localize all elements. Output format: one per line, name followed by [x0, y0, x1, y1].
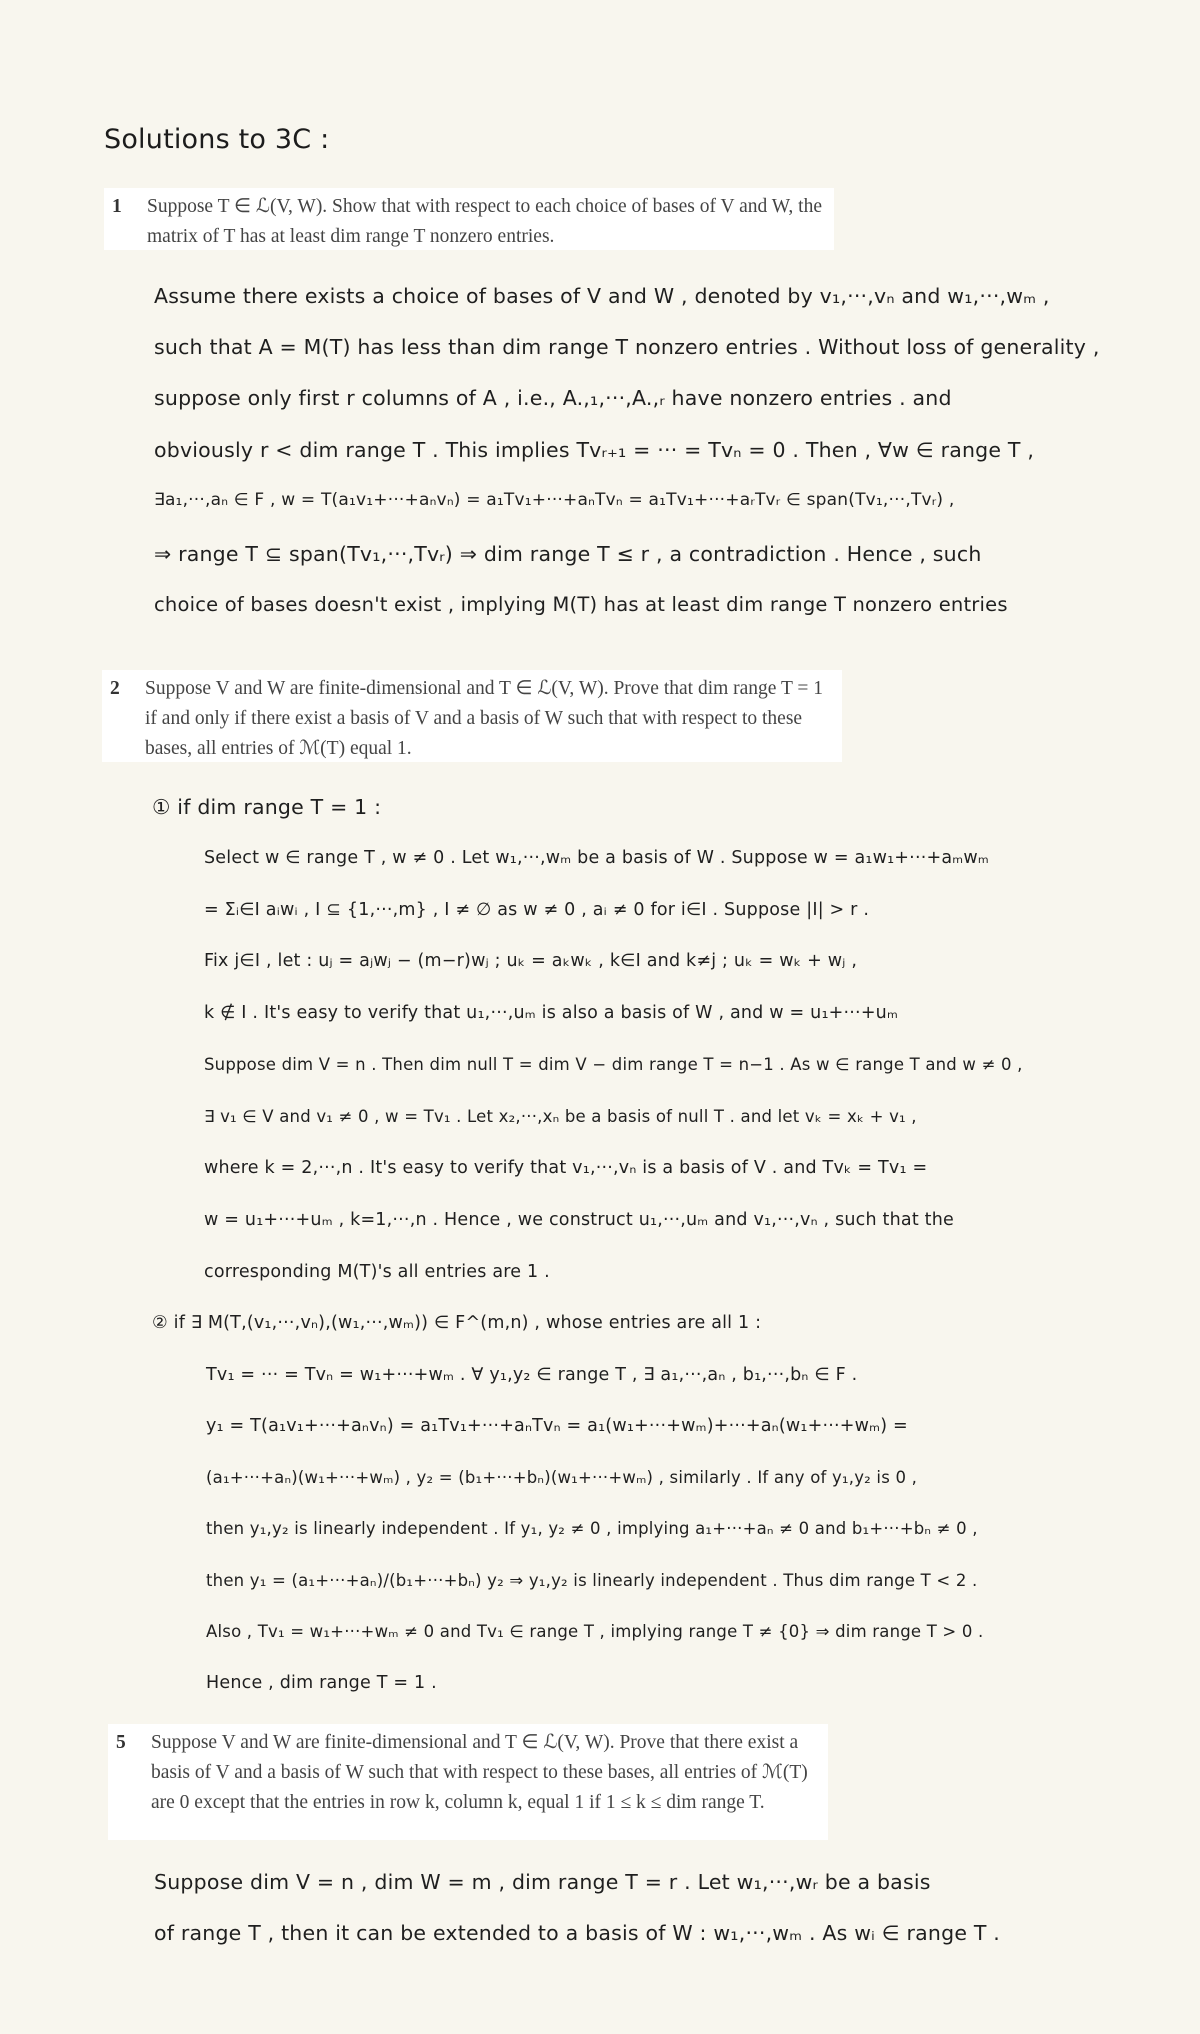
case-heading: ② if ∃ M(T,(v₁,···,vₙ),(w₁,···,wₘ)) ∈ F^(m,n) , whose entries are all 1 : — [152, 1313, 762, 1333]
solution-line: = Σᵢ∈I aᵢwᵢ , I ⊆ {1,···,m} , I ≠ ∅ as w ≠ 0 , aᵢ ≠ 0 for i∈I . Suppose |I| > r . — [204, 900, 870, 920]
solution-line: obviously r < dim range T . This implies Tvᵣ₊₁ = ··· = Tvₙ = 0 . Then , ∀w ∈ range T , — [154, 438, 1035, 462]
solution-line: Fix j∈I , let : uⱼ = aⱼwⱼ − (m−r)wⱼ ; uₖ = aₖwₖ , k∈I and k≠j ; uₖ = wₖ + wⱼ , — [204, 951, 858, 971]
solution-line: Suppose dim V = n . Then dim null T = dim V − dim range T = n−1 . As w ∈ range T and w ≠ 0 , — [204, 1055, 1023, 1074]
case-heading: ① if dim range T = 1 : — [152, 795, 382, 819]
solution-line: Assume there exists a choice of bases of V and W , denoted by v₁,···,vₙ and w₁,···,wₘ , — [154, 284, 1050, 308]
solution-line: w = u₁+···+uₘ , k=1,···,n . Hence , we construct u₁,···,uₘ and v₁,···,vₙ , such that the — [204, 1210, 954, 1230]
solution-line: Tv₁ = ··· = Tvₙ = w₁+···+wₘ . ∀ y₁,y₂ ∈ range T , ∃ a₁,···,aₙ , b₁,···,bₙ ∈ F . — [206, 1365, 858, 1385]
problem-statement — [102, 670, 842, 762]
solution-line: Select w ∈ range T , w ≠ 0 . Let w₁,···,wₘ be a basis of W . Suppose w = a₁w₁+···+aₘwₘ — [204, 848, 989, 868]
solution-line: then y₁,y₂ is linearly independent . If y₁, y₂ ≠ 0 , implying a₁+···+aₙ ≠ 0 and b₁+···+bₙ ≠ 0 , — [206, 1519, 978, 1538]
problem-number: 2 — [110, 678, 120, 699]
solution-line: such that A = M(T) has less than dim range T nonzero entries . Without loss of generality , — [154, 335, 1100, 359]
solution-line: where k = 2,···,n . It's easy to verify that v₁,···,vₙ is a basis of V . and Tvₖ = Tv₁ = — [204, 1158, 928, 1178]
problem-text: Suppose V and W are finite-dimensional and T ∈ ℒ(V, W). Prove that there exist a basis of V and a basis of W such that with respect to these bases, all entries of ℳ(T) are 0 except that the entries in row k, column k, equal 1 if 1 ≤ k ≤ dim range T. — [151, 1732, 808, 1813]
solution-line: of range T , then it can be extended to a basis of W : w₁,···,wₘ . As wᵢ ∈ range T . — [154, 1921, 1001, 1945]
solution-line: choice of bases doesn't exist , implying M(T) has at least dim range T nonzero entries — [154, 593, 1008, 616]
solution-line: ∃ v₁ ∈ V and v₁ ≠ 0 , w = Tv₁ . Let x₂,···,xₙ be a basis of null T . and let vₖ = xₖ + v₁ , — [204, 1107, 917, 1126]
problem-number: 1 — [112, 196, 122, 217]
solution-line: Suppose dim V = n , dim W = m , dim range T = r . Let w₁,···,wᵣ be a basis — [154, 1870, 931, 1894]
problem-statement — [108, 1724, 828, 1840]
problem-text: Suppose V and W are finite-dimensional and T ∈ ℒ(V, W). Prove that dim range T = 1 if and only if there exist a basis of V and a basis of W such that with respect to these bases, all entries of ℳ(T) equal 1. — [145, 678, 824, 759]
problem-statement — [104, 188, 834, 250]
solution-line: Hence , dim range T = 1 . — [206, 1673, 437, 1693]
solution-line: then y₁ = (a₁+···+aₙ)/(b₁+···+bₙ) y₂ ⇒ y₁,y₂ is linearly independent . Thus dim range T < 2 . — [206, 1571, 978, 1590]
solution-line: (a₁+···+aₙ)(w₁+···+wₘ) , y₂ = (b₁+···+bₙ)(w₁+···+wₘ) , similarly . If any of y₁,y₂ is 0 , — [206, 1468, 918, 1487]
solution-line: corresponding M(T)'s all entries are 1 . — [204, 1262, 550, 1282]
solution-line: Also , Tv₁ = w₁+···+wₘ ≠ 0 and Tv₁ ∈ range T , implying range T ≠ {0} ⇒ dim range T > 0 . — [206, 1622, 984, 1641]
solution-line: y₁ = T(a₁v₁+···+aₙvₙ) = a₁Tv₁+···+aₙTvₙ = a₁(w₁+···+wₘ)+···+aₙ(w₁+···+wₘ) = — [206, 1416, 908, 1436]
solution-line: ⇒ range T ⊆ span(Tv₁,···,Tvᵣ) ⇒ dim range T ≤ r , a contradiction . Hence , such — [154, 542, 982, 566]
page-title: Solutions to 3C : — [104, 124, 330, 155]
problem-number: 5 — [116, 1732, 126, 1753]
problem-text: Suppose T ∈ ℒ(V, W). Show that with respect to each choice of bases of V and W, the matrix of T has at least dim range T nonzero entries. — [147, 196, 822, 247]
solution-line: k ∉ I . It's easy to verify that u₁,···,uₘ is also a basis of W , and w = u₁+···+uₘ — [204, 1003, 899, 1023]
solution-line: suppose only first r columns of A , i.e., A.,₁,···,A.,ᵣ have nonzero entries . and — [154, 386, 952, 410]
solution-line: ∃a₁,···,aₙ ∈ F , w = T(a₁v₁+···+aₙvₙ) = a₁Tv₁+···+aₙTvₙ = a₁Tv₁+···+aᵣTvᵣ ∈ span(Tv₁,···,Tvᵣ) , — [154, 490, 955, 510]
